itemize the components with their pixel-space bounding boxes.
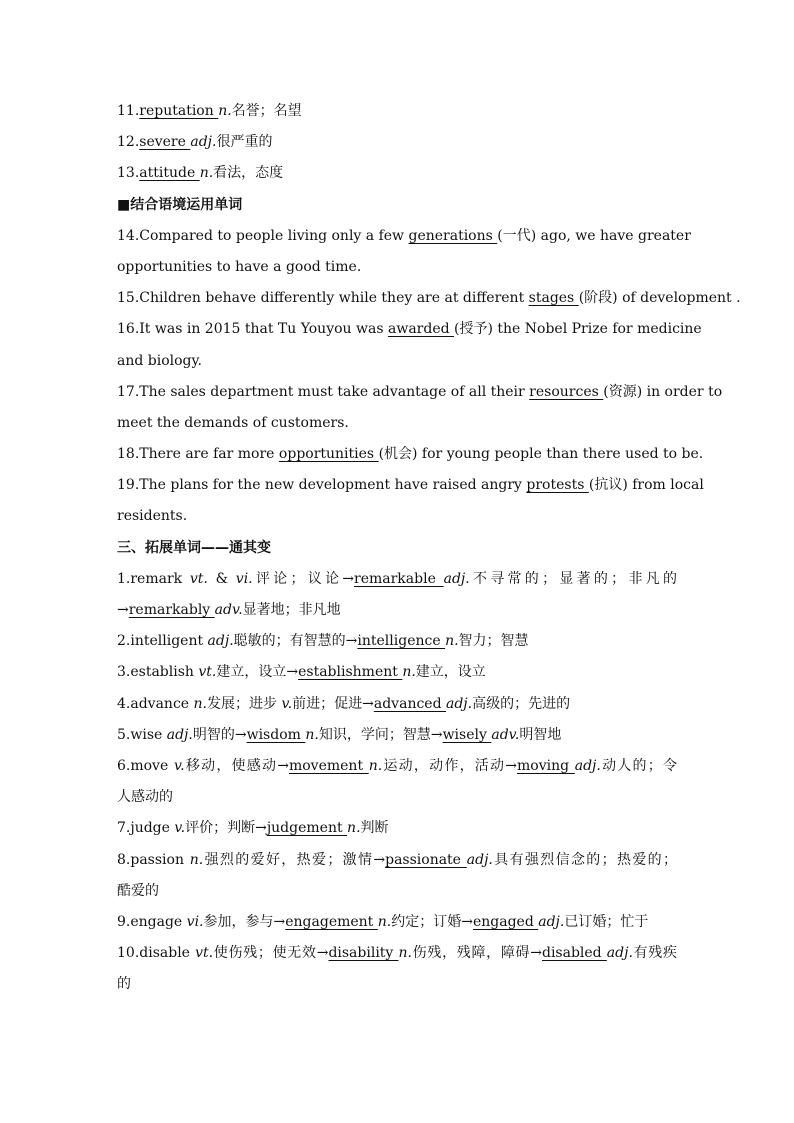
text-span: 建立，设立 <box>415 664 486 681</box>
text-span: (抗议) from local <box>588 477 704 494</box>
text-span: → <box>117 602 129 618</box>
text-line <box>117 283 741 314</box>
text-span: 动人的；令 <box>600 757 677 774</box>
text-span: (资源) in order to <box>603 383 723 400</box>
part-of-speech: n. <box>305 726 319 743</box>
answer-word: generations <box>408 227 498 244</box>
text-span: 4.advance <box>117 695 194 712</box>
answer-word: attitude <box>139 165 200 182</box>
text-span: 7.judge <box>117 820 175 837</box>
text-line <box>117 470 704 501</box>
text-span: 人感动的 <box>117 789 173 806</box>
text-line <box>117 689 677 720</box>
part-of-speech: adj. <box>538 913 565 930</box>
text-span: 6.move <box>117 757 174 774</box>
answer-word: movement <box>288 757 369 774</box>
answer-word: stages <box>528 290 579 307</box>
text-line <box>117 408 677 439</box>
text-line <box>117 751 677 782</box>
text-line <box>117 158 677 189</box>
text-span: 19.The plans for the new development have raised angry <box>117 477 527 494</box>
text-span: 使伤残；使无效→ <box>213 945 329 962</box>
answer-word: protests <box>526 477 589 494</box>
text-span: 伤残，残障，障碍→ <box>411 945 542 962</box>
part-of-speech: v. <box>281 695 293 712</box>
text-span: 评价；判断→ <box>185 820 267 837</box>
text-span: 的 <box>117 976 131 993</box>
text-span: 强烈的爱好，热爱；激情→ <box>203 851 386 868</box>
text-span: ■结合语境运用单词 <box>117 196 243 213</box>
text-span: 18.There are far more <box>117 446 279 463</box>
part-of-speech: adj. <box>190 134 217 151</box>
text-span: 三、拓展单词——通其变 <box>117 539 271 556</box>
text-span: 发展；进步 <box>206 695 282 712</box>
answer-word: wisdom <box>246 726 306 743</box>
text-span: 9.engage <box>117 913 187 930</box>
text-line <box>117 252 677 283</box>
part-of-speech: n. <box>368 757 383 774</box>
text-span: 参加，参与→ <box>203 913 286 930</box>
text-span: 2.intelligent <box>117 633 208 650</box>
text-span: 评论；议论→ <box>252 570 355 587</box>
text-span: 5.wise <box>117 726 167 743</box>
part-of-speech: n. <box>377 913 392 930</box>
text-span: 判断 <box>360 820 389 837</box>
part-of-speech: adj. <box>606 945 633 962</box>
part-of-speech: v. <box>173 757 185 774</box>
part-of-speech: vt. <box>198 664 217 681</box>
part-of-speech: adj. <box>446 695 473 712</box>
text-span: (一代) ago, we have greater <box>497 227 691 244</box>
text-line <box>117 782 677 813</box>
answer-word: opportunities <box>278 446 379 463</box>
answer-word: remarkable <box>354 570 444 587</box>
text-line <box>117 564 677 595</box>
text-line <box>117 221 691 252</box>
part-title <box>117 533 677 564</box>
text-line <box>117 501 677 532</box>
answer-word: wisely <box>442 726 492 743</box>
part-of-speech: adj. <box>166 726 193 743</box>
answer-word: disability <box>328 945 399 962</box>
answer-word: resources <box>529 383 604 400</box>
text-span: 酷爱的 <box>117 882 159 899</box>
answer-word: severe <box>139 134 191 151</box>
answer-word: intelligence <box>357 633 446 650</box>
part-of-speech: n. <box>398 945 412 962</box>
answer-word: passionate <box>385 851 467 868</box>
answer-word: awarded <box>387 321 455 338</box>
part-of-speech: vi. <box>186 913 204 930</box>
text-span: 16.It was in 2015 that Tu Youyou was <box>117 321 388 338</box>
part-of-speech: n. <box>402 664 416 681</box>
text-span: 智力；智慧 <box>458 633 529 650</box>
part-of-speech: vt. <box>195 945 214 962</box>
text-line <box>117 720 677 751</box>
text-span: 3.establish <box>117 664 199 681</box>
text-span: 知识，学问；智慧→ <box>318 726 443 743</box>
text-span: and biology. <box>117 352 203 369</box>
answer-word: reputation <box>139 103 219 119</box>
text-span: 前进；促进→ <box>292 695 374 712</box>
text-span: 17.The sales department must take advantage of all their <box>117 383 530 400</box>
text-line <box>117 969 677 1000</box>
text-span: 8.passion <box>117 851 190 868</box>
part-of-speech: n. <box>218 103 232 119</box>
text-span: (机会) for young people than there used to be. <box>378 446 704 463</box>
text-line <box>117 439 704 470</box>
part-of-speech: n. <box>445 633 459 650</box>
text-line <box>117 657 677 688</box>
section-heading <box>117 190 677 221</box>
answer-word: disabled <box>541 945 607 962</box>
part-of-speech: adj. <box>466 851 493 868</box>
text-span: 14.Compared to people living only a few <box>117 227 409 244</box>
text-span: 运动，动作，活动→ <box>382 757 517 774</box>
answer-word: establishment <box>298 664 403 681</box>
text-span: 名誉；名望 <box>231 103 302 119</box>
text-line <box>117 938 677 969</box>
text-span: 不寻常的；显著的；非凡的 <box>469 570 678 587</box>
part-of-speech: adj. <box>443 570 470 587</box>
text-span: (阶段) of development . <box>578 290 741 307</box>
text-span: & <box>207 570 236 587</box>
answer-word: engagement <box>285 913 378 930</box>
part-of-speech: n. <box>199 165 214 182</box>
part-of-speech: vt. <box>189 570 208 587</box>
text-line <box>117 876 677 907</box>
answer-word: judgement <box>266 820 348 837</box>
part-of-speech: adv. <box>214 602 243 618</box>
part-of-speech: adj. <box>207 633 234 650</box>
text-line <box>117 907 677 938</box>
text-line <box>117 96 677 127</box>
text-line <box>117 314 702 345</box>
text-span: 11. <box>117 103 140 119</box>
text-span: 约定；订婚→ <box>391 913 473 930</box>
text-span: opportunities to have a good time. <box>117 258 362 275</box>
text-span: residents. <box>117 508 188 525</box>
text-span: meet the demands of customers. <box>117 414 349 431</box>
part-of-speech: n. <box>347 820 361 837</box>
worksheet-page <box>117 96 741 1000</box>
part-of-speech: n. <box>189 851 204 868</box>
text-span: 13. <box>117 165 140 182</box>
text-line <box>117 813 677 844</box>
text-span: 移动，使感动→ <box>184 757 289 774</box>
text-span: 聪敏的；有智慧的→ <box>233 633 358 650</box>
text-span: 明智的→ <box>192 726 247 743</box>
text-line <box>117 377 723 408</box>
text-line <box>117 626 677 657</box>
text-line <box>117 845 677 876</box>
text-span: 15.Children behave differently while they are at different <box>117 290 529 307</box>
part-of-speech: adv. <box>491 726 520 743</box>
text-span: 显著地；非凡地 <box>242 602 341 618</box>
text-span: 有残疾 <box>632 945 678 962</box>
text-span: 已订婚；忙于 <box>564 913 649 930</box>
text-span: 建立，设立→ <box>216 664 299 681</box>
text-span: 很严重的 <box>216 134 273 151</box>
text-span: 看法，态度 <box>213 165 284 182</box>
text-span: 高级的；先进的 <box>472 695 571 712</box>
answer-word: moving <box>517 757 575 774</box>
text-line <box>117 595 677 626</box>
part-of-speech: n. <box>193 695 207 712</box>
text-span: 具有强烈信念的；热爱的； <box>492 851 678 868</box>
text-span: 1.remark <box>117 570 190 587</box>
text-span: 10.disable <box>117 945 196 962</box>
text-span: (授予) the Nobel Prize for medicine <box>454 321 702 338</box>
answer-word: advanced <box>373 695 446 712</box>
text-span: 12. <box>117 134 140 151</box>
text-span: 明智地 <box>519 726 562 743</box>
part-of-speech: adj. <box>574 757 601 774</box>
part-of-speech: vi. <box>235 570 253 587</box>
answer-word: remarkably <box>128 602 215 618</box>
text-line <box>117 346 677 377</box>
part-of-speech: v. <box>174 820 186 837</box>
text-line <box>117 127 677 158</box>
answer-word: engaged <box>472 913 539 930</box>
